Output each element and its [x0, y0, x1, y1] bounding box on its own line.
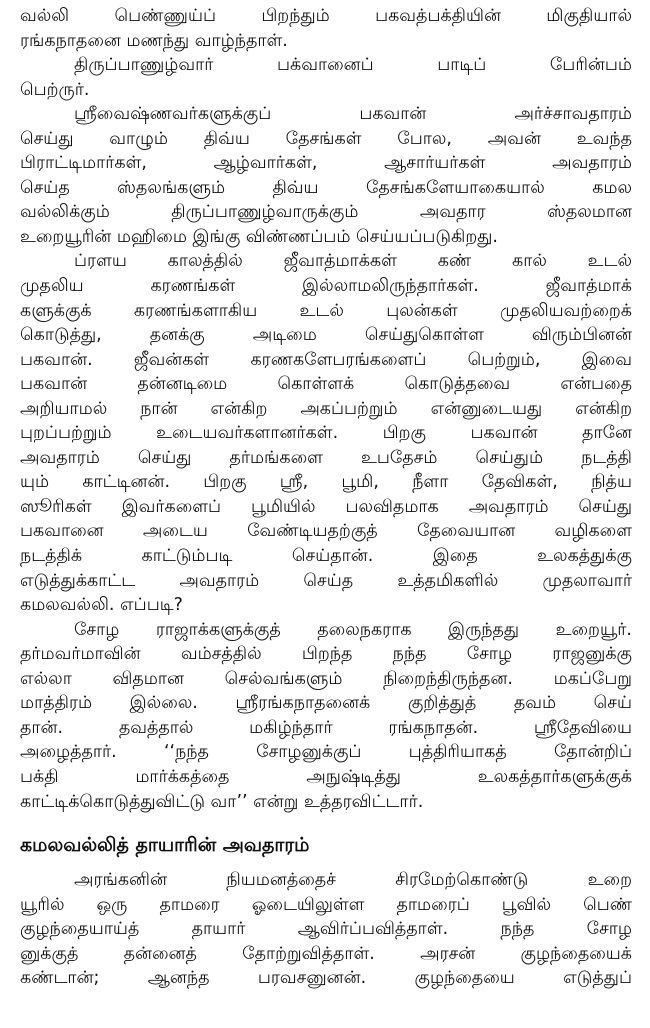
text-line: ஸூரிகள் இவர்களைப் பூமியில் பலவிதமாக அவதாரம் செய்து [20, 496, 632, 517]
text-line: ப்ரளய காலத்தில் ஜீவாத்மாக்கள் கண் கால் உடல் [74, 251, 632, 272]
text-line: அறியாமல் நான் என்கிற அகப்பற்றும் என்னுடையது என்கிற [20, 398, 632, 419]
text-line: யூரில் ஒரு தாமரை ஓடையிலுள்ள தாமரைப் பூவில் பெண் [20, 894, 632, 915]
section-heading: கமலவல்லித் தாயாரின் அவதாரம் [20, 834, 310, 857]
paragraph [20, 618, 632, 814]
text-line: பகவானை அடைய வேண்டியதற்குத் தேவையான வழிகளை [20, 521, 632, 542]
text-line: புறப்பற்றும் உடையவர்களானர்கள். பிறகு பகவான் தானே [20, 423, 632, 444]
text-line: தான். தவத்தால் மகிழ்ந்தார் ரங்கநாதன். ஸ்ரீதேவியை [20, 717, 632, 738]
text-line: பகவான். ஜீவன்கள் கரணகளேபரங்களைப் பெற்றும், இவை [20, 349, 632, 370]
text-line: னுக்குத் தன்னைத் தோற்றுவித்தாள். அரசன் குழந்தையைக் [20, 943, 632, 964]
text-line: பிராட்டிமார்கள், ஆழ்வார்கள், ஆசார்யர்கள் அவதாரம் [20, 153, 632, 174]
text-line: உறையூரின் மஹிமை இங்கு விண்ணப்பம் செய்யப்படுகிறது. [20, 226, 498, 247]
text-line: களுக்குக் கரணங்களாகிய உடல் புலன்கள் முதலியவற்றைக் [20, 300, 632, 321]
text-line: காட்டிக்கொடுத்துவிட்டு வா’’ என்று உத்தரவிட்டார். [20, 791, 424, 812]
text-line: ரங்கநாதனை மணந்து வாழ்ந்தாள். [20, 30, 288, 51]
text-line: அரங்கனின் நியமனத்தைச் சிரமேற்கொண்டு உறை [74, 870, 632, 891]
text-line: பக்தி மார்க்கத்தை அநுஷ்டித்து உலகத்தார்களுக்குக் [20, 766, 632, 787]
text-line: சோழ ராஜாக்களுக்குத் தலைநகராக இருந்தது உறையூர். [74, 619, 632, 640]
text-line: கமலவல்லி. எப்படி? [20, 595, 183, 616]
text-line: செய்து வாழும் திவ்ய தேசங்கள் போல, அவன் உவந்த [20, 128, 632, 149]
text-line: பெற்ருர். [20, 79, 90, 100]
text-line: கண்டான்; ஆனந்த பரவசனுனன். குழந்தையை எடுத்துப் [20, 968, 632, 989]
paragraph [20, 53, 632, 102]
text-line: எடுத்துக்காட்ட அவதாரம் செய்த உத்தமிகளில் முதலாவார் [20, 570, 632, 591]
final-paragraph [20, 868, 632, 991]
body-text [20, 4, 632, 814]
paragraph [20, 868, 632, 991]
paragraph [20, 4, 632, 53]
text-line: வல்லி பெண்ணுய்ப் பிறந்தும் பகவத்பக்தியின் மிகுதியால் [20, 6, 632, 26]
text-line: எல்லா விதமான செல்வங்களும் நிறைந்திருந்தன. மகப்பேறு [20, 668, 632, 689]
text-line: நடத்திக் காட்டும்படி செய்தான். இதை உலகத்துக்கு [20, 546, 632, 567]
text-line: அழைத்தார். ‘‘நந்த சோழனுக்குப் புத்திரியாகத் தோன்றிப் [20, 742, 632, 763]
text-line: செய்த ஸ்தலங்களும் திவ்ய தேசங்களேயாகையால் கமல [20, 177, 632, 198]
text-line: முதலிய கரணங்கள் இல்லாமலிருந்தார்கள். ஜீவாத்மாக் [20, 276, 632, 297]
text-line: பகவான் தன்னடிமை கொள்ளக் கொடுத்தவை என்பதை [20, 374, 632, 395]
text-line: வல்லிக்கும் திருப்பாணுழ்வாருக்கும் அவதார ஸ்தலமான [20, 202, 632, 223]
text-line: தர்மவர்மாவின் வம்சத்தில் பிறந்த நந்த சோழ ராஜனுக்கு [20, 644, 632, 665]
text-line: ஸ்ரீவைஷ்ணவர்களுக்குப் பகவான் அர்ச்சாவதாரம் [74, 104, 632, 125]
paragraph [20, 102, 632, 249]
text-line: குழந்தையாய்த் தாயார் ஆவிர்ப்பவித்தாள். நந்த சோழ [20, 919, 632, 940]
text-line: திருப்பாணுழ்வார் பக்வானைப் பாடிப் பேரின்பம் [74, 55, 632, 76]
paragraph [20, 249, 632, 617]
text-line: கொடுத்து, தனக்கு அடிமை செய்துகொள்ள விரும்பினன் [20, 325, 632, 346]
text-line: யும் காட்டினன். பிறகு ஸ்ரீ, பூமி, நீளா தேவிகள், நித்ய [20, 472, 632, 493]
text-line: அவதாரம் செய்து தர்மங்களை உபதேசம் செய்தும் நடத்தி [20, 447, 632, 468]
text-line: மாத்திரம் இல்லை. ஸ்ரீரங்கநாதனைக் குறித்துத் தவம் செய் [20, 693, 632, 714]
